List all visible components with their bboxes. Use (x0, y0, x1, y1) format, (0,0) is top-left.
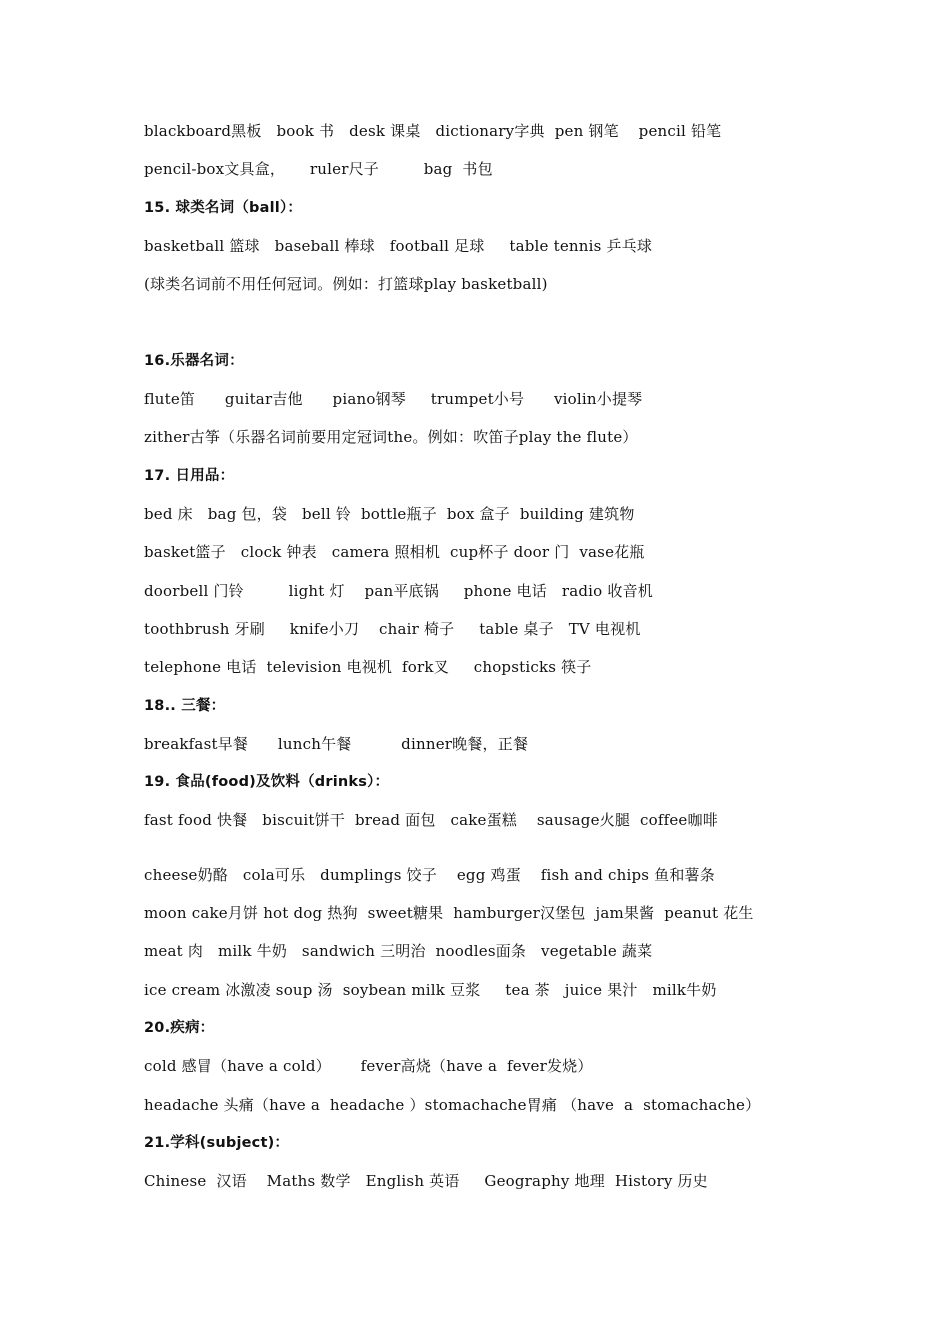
vocab-line-food-2: cheese奶酪 cola可乐 dumplings 饺子 egg 鸡蛋 fish and chips 鱼和薯条 (144, 866, 715, 884)
section-heading-subjects: 21.学科(subject)： (144, 1135, 290, 1151)
vocab-line-instruments: flute笛 guitar吉他 piano钢琴 trumpet小号 violin小提琴 (144, 390, 643, 408)
section-heading-illness: 20.疾病： (144, 1020, 215, 1036)
vocab-line-daily-5: telephone 电话 television 电视机 fork叉 chopsticks 筷子 (144, 658, 592, 676)
vocab-line-illness-2: headache 头痛（have a headache ）stomachache胃痛 （have a stomachache） (144, 1096, 761, 1114)
vocab-line-stationery: blackboard黑板 book 书 desk 课桌 dictionary字典 pen 钢笔 pencil 铅笔 (144, 122, 722, 140)
vocab-line-illness-1: cold 感冒（have a cold） fever高烧（have a fever发烧） (144, 1057, 593, 1075)
vocab-line-daily-1: bed 床 bag 包，袋 bell 铃 bottle瓶子 box 盒子 building 建筑物 (144, 505, 635, 523)
vocab-line-daily-2: basket篮子 clock 钟表 camera 照相机 cup杯子 door 门 vase花瓶 (144, 543, 645, 561)
vocab-line-food-1: fast food 快餐 biscuit饼干 bread 面包 cake蛋糕 sausage火腿 coffee咖啡 (144, 811, 718, 829)
vocab-line-stationery-2: pencil-box文具盒， ruler尺子 bag 书包 (144, 160, 493, 178)
note-line-instruments: zither古筝（乐器名词前要用定冠词the。例如：吹笛子play the flute） (144, 428, 638, 446)
section-heading-food: 19. 食品(food)及饮料（drinks）： (144, 774, 390, 790)
vocab-line-food-3: moon cake月饼 hot dog 热狗 sweet糖果 hamburger汉堡包 jam果酱 peanut 花生 (144, 904, 754, 922)
vocab-line-daily-3: doorbell 门铃 light 灯 pan平底锅 phone 电话 radio 收音机 (144, 582, 653, 600)
section-heading-daily-items: 17. 日用品： (144, 468, 235, 484)
vocab-line-food-4: meat 肉 milk 牛奶 sandwich 三明治 noodles面条 vegetable 蔬菜 (144, 942, 653, 960)
section-heading-ball: 15. 球类名词（ball）： (144, 200, 303, 216)
note-line-ball: (球类名词前不用任何冠词。例如：打篮球play basketball) (144, 275, 548, 293)
vocab-line-subjects: Chinese 汉语 Maths 数学 English 英语 Geography 地理 History 历史 (144, 1172, 708, 1190)
section-heading-instruments: 16.乐器名词： (144, 353, 244, 369)
vocab-line-ball: basketball 篮球 baseball 棒球 football 足球 table tennis 乒乓球 (144, 237, 653, 255)
vocab-line-food-5: ice cream 冰激凌 soup 汤 soybean milk 豆浆 tea 茶 juice 果汁 milk牛奶 (144, 981, 717, 999)
section-heading-meals: 18.. 三餐： (144, 698, 226, 714)
vocab-line-meals: breakfast早餐 lunch午餐 dinner晚餐，正餐 (144, 735, 529, 753)
vocab-line-daily-4: toothbrush 牙刷 knife小刀 chair 椅子 table 桌子 TV 电视机 (144, 620, 641, 638)
